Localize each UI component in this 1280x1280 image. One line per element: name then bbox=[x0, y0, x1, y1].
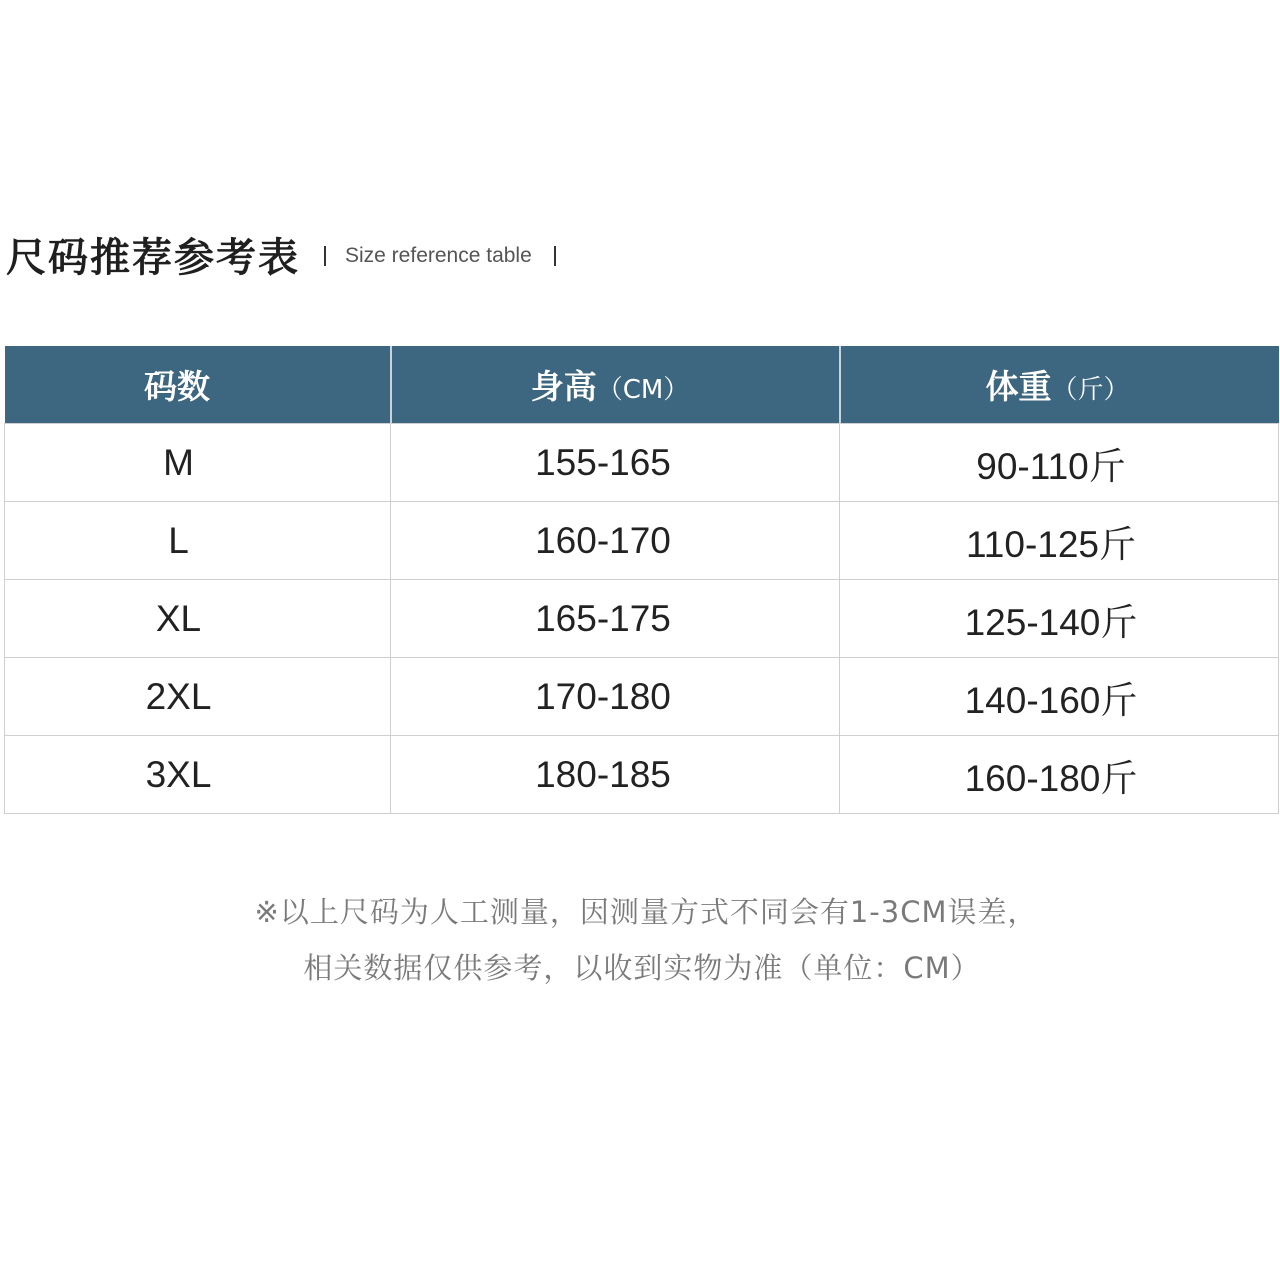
weight-cell: 140-160斤 bbox=[840, 658, 1279, 736]
page-heading bbox=[6, 222, 556, 286]
weight-cell: 110-125斤 bbox=[840, 502, 1279, 580]
note-line: 相关数据仅供参考，以收到实物为准（单位：CM） bbox=[303, 951, 981, 985]
column-header-label: 身高 bbox=[530, 367, 597, 406]
height-cell: 155-165 bbox=[391, 424, 840, 502]
size-cell: XL bbox=[5, 580, 391, 658]
table-header-row bbox=[5, 346, 1279, 424]
column-header-size bbox=[5, 346, 391, 424]
title-divider bbox=[324, 246, 326, 266]
table-row bbox=[5, 580, 1279, 658]
note-line: ※以上尺码为人工测量，因测量方式不同会有1-3CM误差， bbox=[254, 895, 1038, 929]
title-divider bbox=[554, 246, 556, 266]
weight-cell: 90-110斤 bbox=[840, 424, 1279, 502]
height-cell: 160-170 bbox=[391, 502, 840, 580]
column-header-unit: （CM） bbox=[596, 375, 690, 405]
size-cell: 3XL bbox=[5, 736, 391, 814]
page-subtitle: Size reference table bbox=[345, 243, 532, 267]
table-row bbox=[5, 736, 1279, 814]
column-header-label: 码数 bbox=[144, 367, 210, 406]
weight-cell: 160-180斤 bbox=[840, 736, 1279, 814]
table-row bbox=[5, 658, 1279, 736]
page-title: 尺码推荐参考表 bbox=[6, 234, 300, 281]
column-header-height bbox=[391, 346, 840, 424]
column-header-unit: （斤） bbox=[1051, 375, 1130, 405]
table-row bbox=[5, 502, 1279, 580]
weight-cell: 125-140斤 bbox=[840, 580, 1279, 658]
measurement-note bbox=[0, 884, 1280, 996]
column-header-weight bbox=[840, 346, 1279, 424]
table-row bbox=[5, 424, 1279, 502]
size-cell: 2XL bbox=[5, 658, 391, 736]
size-reference-table bbox=[4, 346, 1279, 814]
size-cell: M bbox=[5, 424, 391, 502]
height-cell: 165-175 bbox=[391, 580, 840, 658]
height-cell: 170-180 bbox=[391, 658, 840, 736]
size-cell: L bbox=[5, 502, 391, 580]
column-header-label: 体重 bbox=[985, 367, 1052, 406]
height-cell: 180-185 bbox=[391, 736, 840, 814]
